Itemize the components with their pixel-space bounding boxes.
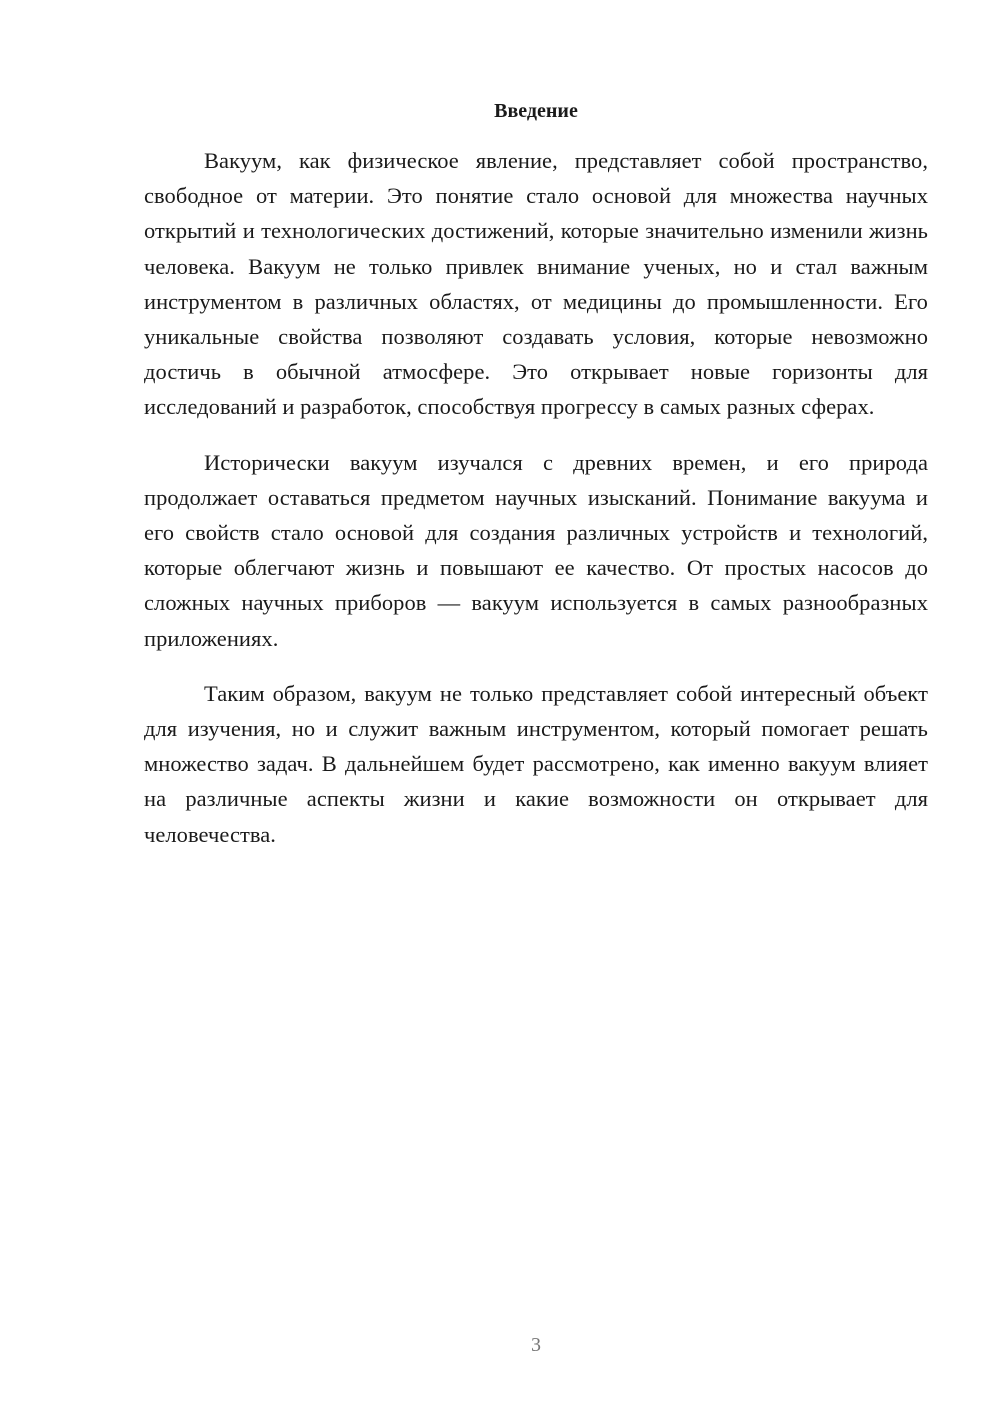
page-number: 3 bbox=[531, 1334, 541, 1356]
section-heading: Введение bbox=[494, 100, 578, 122]
paragraph-3: Таким образом, вакуум не только представляет собой интересный объект для изучения, но и служит важным инструментом, который помогает решать множество задач. В дальнейшем будет рассмотрено, как именно вакуум влияет на различные аспекты жизни и какие возможности он открывает для человечества. bbox=[144, 680, 928, 847]
paragraph-1: Вакуум, как физическое явление, представляет собой пространство, свободное от материи. Это понятие стало основой для множества научных открытий и технологических достижений, которые значительно изменили жизнь человека. Вакуум не только привлек внимание ученых, но и стал важным инструментом в различных областях, от медицины до промышленности. Его уникальные свойства позволяют создавать условия, которые невозможно достичь в обычной атмосфере. Это открывает новые горизонты для исследований и разработок, способствуя прогрессу в самых разных сферах. bbox=[144, 148, 928, 420]
paragraph-2: Исторически вакуум изучался с древних времен, и его природа продолжает оставаться предметом научных изысканий. Понимание вакуума и его свойств стало основой для создания различных устройств и технологий, которые облегчают жизнь и повышают ее качество. От простых насосов до сложных научных приборов — вакуум используется в самых разнообразных приложениях. bbox=[144, 449, 928, 651]
body-text bbox=[144, 143, 928, 872]
